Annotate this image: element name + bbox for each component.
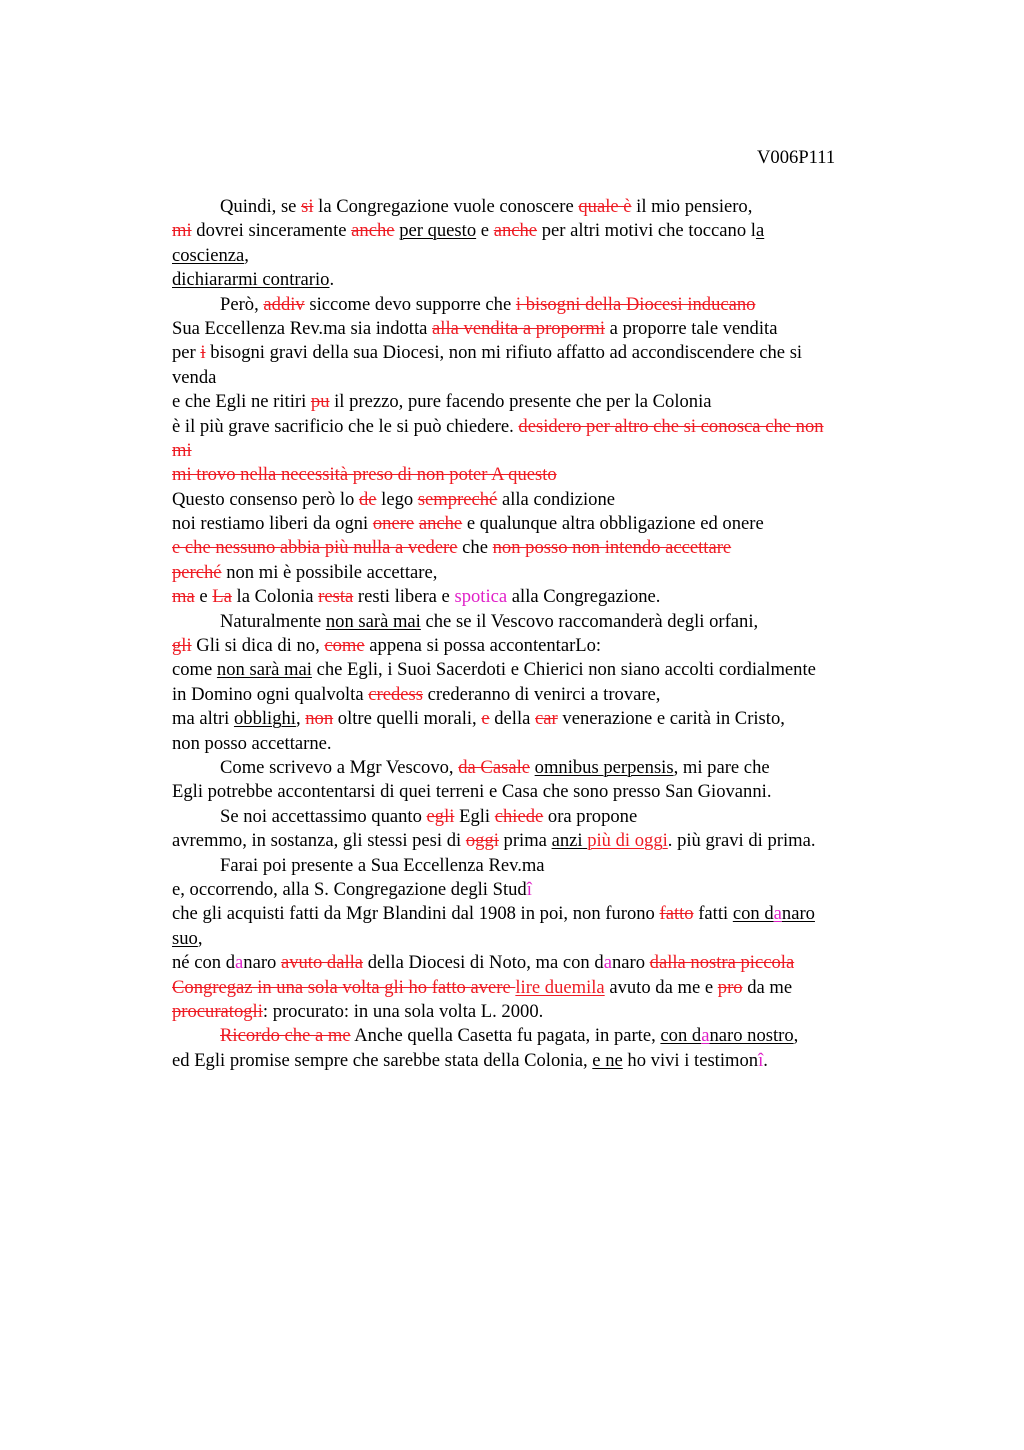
deleted-text: resta — [318, 586, 354, 608]
text-line — [172, 439, 892, 463]
text-run: Se noi accettassimo quanto — [220, 805, 427, 827]
deleted-text: anche — [418, 513, 463, 535]
text-run: oltre quelli morali, — [333, 708, 482, 730]
text-run: Però, — [220, 293, 264, 315]
text-run: , — [197, 927, 203, 949]
text-run: siccome devo supporre che — [304, 293, 516, 315]
text-line — [172, 707, 892, 731]
underlined-text: con d — [660, 1025, 702, 1047]
text-line — [172, 634, 892, 658]
text-line — [172, 951, 892, 975]
deleted-text: quale è — [578, 196, 632, 217]
text-run: non posso accettarne. — [172, 732, 332, 754]
text-run: ed Egli promise sempre che sarebbe stata della Colonia, — [172, 1049, 593, 1071]
text-run: Quindi, se — [220, 196, 302, 217]
deleted-text: mi — [172, 439, 192, 461]
text-run: , — [793, 1025, 799, 1047]
deleted-text: da Casale — [458, 756, 530, 778]
text-run: che — [457, 537, 493, 559]
deleted-text: perché — [172, 561, 222, 583]
text-run: e, occorrendo, alla S. Congregazione degli Stud — [172, 878, 527, 900]
text-run: Naturalmente — [220, 610, 326, 632]
text-run: alla Congregazione. — [507, 586, 661, 608]
text-run: lego — [376, 488, 418, 510]
text-line — [172, 1049, 892, 1073]
underlined-text: non sarà mai — [325, 610, 421, 632]
deleted-text: non posso non intendo accettare — [492, 537, 732, 559]
deleted-text: pro — [717, 976, 743, 998]
underlined-text: e ne — [592, 1049, 623, 1071]
deleted-text: i — [200, 342, 206, 364]
underlined-text: naro — [781, 903, 815, 925]
deleted-text: egli — [426, 805, 455, 827]
inserted-text: spotica — [454, 586, 508, 608]
text-run: a proporre tale vendita — [605, 317, 778, 339]
deleted-text: mi trovo nella necessità preso di non poter A questo — [172, 464, 557, 486]
text-line — [172, 390, 892, 414]
text-run: , — [295, 708, 306, 730]
page-reference: V006P111 — [757, 147, 836, 168]
text-run: ma altri — [172, 708, 234, 730]
text-line — [172, 561, 892, 585]
underlined-text: anzi — [551, 830, 583, 852]
text-run: che gli acquisti fatti da Mgr Blandini dal 1908 in poi, non furono — [172, 903, 660, 925]
text-run: avuto da me e — [604, 976, 718, 998]
text-run: venerazione e carità in Cristo, — [557, 708, 785, 730]
text-run: Come scrivevo a Mgr Vescovo, — [220, 756, 459, 778]
text-run: bisogni gravi della sua Diocesi, non mi rifiuto affatto ad accondiscendere che si — [205, 342, 803, 364]
text-run: Anche quella Casetta fu pagata, in parte, — [350, 1025, 661, 1047]
inserted-text: a — [701, 1025, 710, 1047]
inserted-text: a — [773, 903, 782, 925]
text-run: alla condizione — [497, 488, 616, 510]
text-line — [172, 366, 892, 390]
inserted-text: î — [526, 878, 532, 900]
deleted-text: oggi — [465, 830, 499, 852]
text-run: per altri motivi che toccano l — [537, 220, 756, 242]
text-run: il mio pensiero, — [631, 196, 753, 217]
text-run: avremmo, in sostanza, gli stessi pesi di — [172, 830, 466, 852]
text-line — [172, 780, 892, 804]
deleted-text: si — [301, 196, 314, 217]
deleted-text: procuratogli — [172, 1000, 263, 1022]
text-run: è il più grave sacrificio che le si può chiedere. — [172, 415, 519, 437]
deleted-text: La — [212, 586, 232, 608]
underlined-text: naro nostro — [709, 1025, 794, 1047]
text-run: Questo consenso però lo — [172, 488, 359, 510]
deleted-text: ma — [172, 586, 195, 608]
text-run: crederanno di venirci a trovare, — [423, 683, 661, 705]
text-run: come — [172, 659, 217, 681]
deleted-text: i bisogni della Diocesi inducano — [515, 293, 756, 315]
text-line — [172, 829, 892, 853]
text-run: né con d — [172, 952, 235, 974]
text-line — [172, 1024, 892, 1048]
text-run: appena si possa accontentarLo: — [364, 635, 602, 657]
deleted-text: onere — [372, 513, 415, 535]
deleted-text: credess — [368, 683, 423, 705]
text-run: che se il Vescovo raccomanderà degli orfani, — [420, 610, 759, 632]
text-run: fatti — [693, 903, 733, 925]
underlined-text: suo — [172, 927, 198, 949]
text-run: noi restiamo liberi da ogni — [172, 513, 373, 535]
text-run: Gli si dica di no, — [191, 635, 325, 657]
deleted-text: addiv — [263, 293, 305, 315]
underlined-text: a — [755, 220, 765, 242]
text-run: . — [763, 1049, 768, 1071]
text-run: la Congregazione vuole conoscere — [313, 196, 579, 217]
underlined-text: coscienza — [172, 244, 245, 266]
text-run: della — [489, 708, 536, 730]
text-run: dovrei sinceramente — [191, 220, 352, 242]
text-run: la Colonia — [231, 586, 319, 608]
text-run: non mi è possibile accettare, — [221, 561, 438, 583]
text-run: . più gravi di prima. — [667, 830, 816, 852]
text-run: naro — [611, 952, 650, 974]
text-run: resti libera e — [353, 586, 455, 608]
deleted-text: e che nessuno abbia più nulla a vedere — [172, 537, 458, 559]
text-line — [172, 293, 892, 317]
underlined-text: omnibus perpensis — [534, 756, 674, 778]
text-line — [172, 878, 892, 902]
deleted-text: anche — [351, 220, 395, 242]
text-line — [172, 658, 892, 682]
text-run: in Domino ogni qualvolta — [172, 683, 369, 705]
deleted-text: lire duemila — [515, 976, 605, 998]
text-line — [172, 976, 892, 1000]
text-run: : procurato: in una sola volta L. 2000. — [262, 1000, 544, 1022]
text-line — [172, 756, 892, 780]
text-run: della Diocesi di Noto, ma con d — [363, 952, 604, 974]
text-run: e — [476, 220, 494, 242]
deleted-text: alla vendita a propormi — [432, 317, 606, 339]
text-line — [172, 805, 892, 829]
text-line — [172, 1000, 892, 1024]
text-run: e qualunque altra obbligazione ed onere — [462, 513, 764, 535]
text-run: ora propone — [543, 805, 638, 827]
inserted-text: î — [758, 1049, 764, 1071]
deleted-text: più di oggi — [587, 830, 668, 852]
deleted-text: avuto dalla — [280, 952, 364, 974]
underlined-text: obblighi — [233, 708, 296, 730]
text-line — [172, 317, 892, 341]
text-line — [172, 683, 892, 707]
text-line — [172, 195, 892, 219]
underlined-text: con d — [732, 903, 774, 925]
text-run: venda — [172, 366, 217, 388]
text-run: ho vivi i testimon — [622, 1049, 759, 1071]
deleted-text: fatto — [659, 903, 694, 925]
text-run: e — [194, 586, 213, 608]
text-run: il prezzo, pure facendo presente che per la Colonia — [329, 391, 712, 413]
text-run: . — [329, 269, 335, 291]
deleted-text: pu — [310, 391, 330, 413]
text-line — [172, 512, 892, 536]
deleted-text: Ricordo che a me — [220, 1025, 351, 1047]
deleted-text: gli — [172, 635, 192, 657]
text-line — [172, 536, 892, 560]
text-line — [172, 219, 892, 243]
inserted-text: a — [603, 952, 612, 974]
text-run: naro — [243, 952, 281, 974]
text-run: , mi pare che — [673, 756, 770, 778]
deleted-text: sempreché — [417, 488, 498, 510]
text-line — [172, 341, 892, 365]
text-run: Sua Eccellenza Rev.ma sia indotta — [172, 317, 433, 339]
deleted-text: mi — [172, 220, 192, 242]
text-line — [172, 463, 892, 487]
deleted-text: anche — [493, 220, 538, 242]
text-line — [172, 610, 892, 634]
underlined-text: dichiararmi contrario — [172, 269, 330, 291]
deleted-text: e — [481, 708, 490, 730]
underlined-text: per questo — [399, 220, 477, 242]
text-line — [172, 415, 892, 439]
deleted-text: chiede — [494, 805, 544, 827]
deleted-text: desidero per altro che si conosca che non — [518, 415, 824, 437]
text-line — [172, 585, 892, 609]
text-run: che Egli, i Suoi Sacerdoti e Chierici non siano accolti cordialmente — [311, 659, 816, 681]
text-line — [172, 854, 892, 878]
text-line — [172, 244, 892, 268]
text-run: Egli — [454, 805, 495, 827]
text-line — [172, 902, 892, 926]
text-line — [172, 732, 892, 756]
text-run: e che Egli ne ritiri — [172, 391, 311, 413]
text-run: da me — [742, 976, 793, 998]
text-run: Egli potrebbe accontentarsi di quei terreni e Casa che sono presso San Giovanni. — [172, 781, 772, 803]
text-line — [172, 488, 892, 512]
letter-body — [172, 195, 892, 1073]
text-run: Farai poi presente a Sua Eccellenza Rev.ma — [220, 854, 545, 876]
text-run: per — [172, 342, 201, 364]
deleted-text: dalla nostra piccola — [649, 952, 795, 974]
deleted-text: car — [535, 708, 558, 730]
underlined-text: non sarà mai — [216, 659, 312, 681]
inserted-text: a — [235, 952, 244, 974]
text-run: prima — [498, 830, 552, 852]
deleted-text: de — [358, 488, 377, 510]
deleted-text: come — [324, 635, 365, 657]
text-line — [172, 927, 892, 951]
text-line — [172, 268, 892, 292]
deleted-text: Congregaz in una sola volta gli ho fatto avere — [172, 976, 516, 998]
text-run: , — [244, 244, 249, 266]
deleted-text: non — [305, 708, 334, 730]
